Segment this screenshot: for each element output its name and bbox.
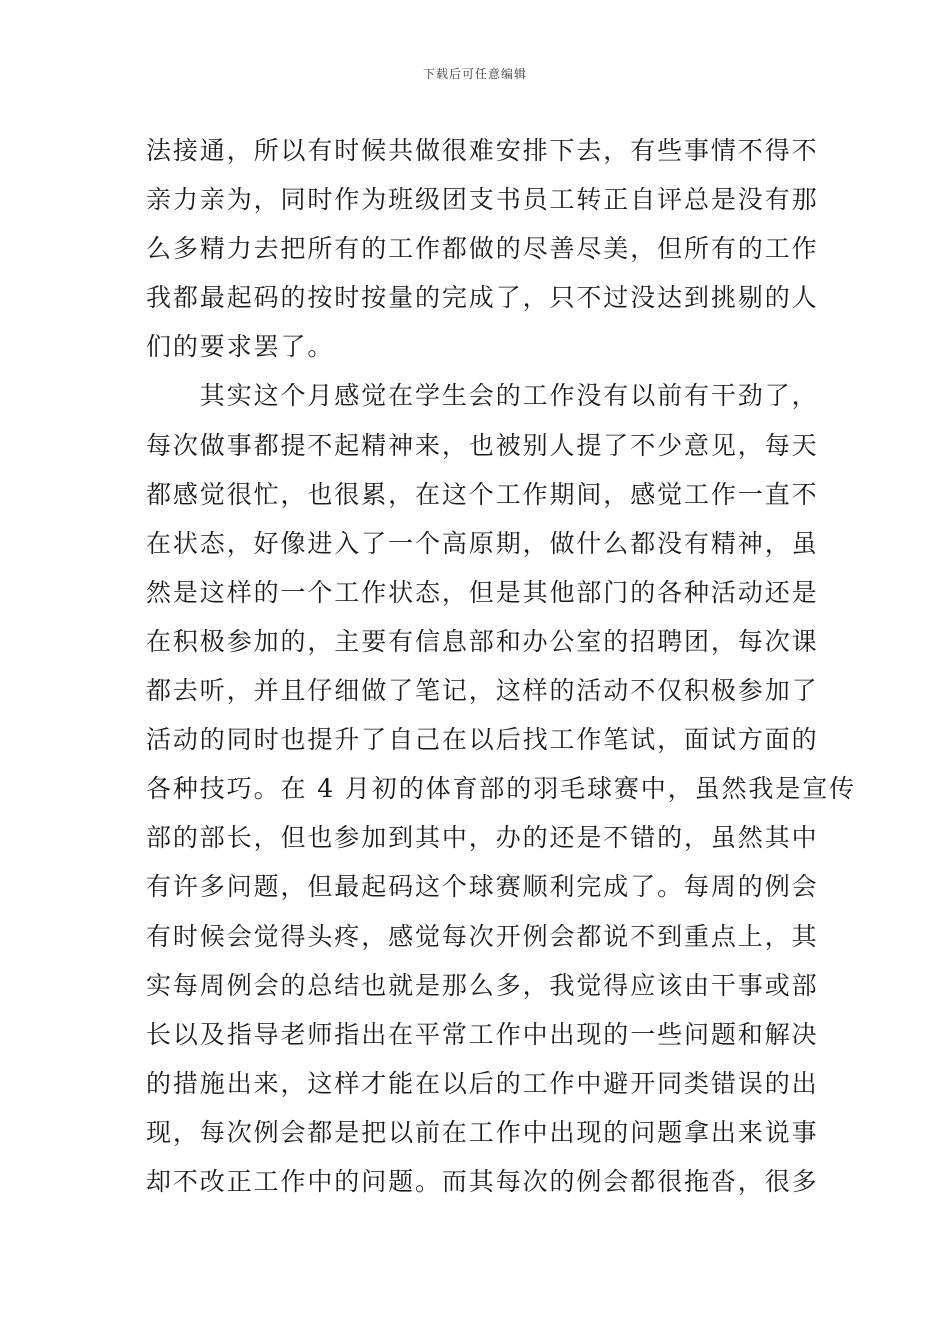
text-line: 法接通，所以有时候共做很难安排下去，有些事情不得不 [146, 136, 819, 165]
text-line: 有时候会觉得头疼，感觉每次开例会都说不到重点上，其 [146, 921, 819, 951]
page-header: 下载后可任意编辑 [422, 67, 527, 81]
text-line: 的措施出来，这样才能在以后的工作中避开同类错误的出 [146, 1068, 819, 1098]
text-line: 长以及指导老师指出在平常工作中出现的一些问题和解决 [146, 1019, 819, 1049]
text-line: 都去听，并且仔细做了笔记，这样的活动不仅积极参加了 [146, 676, 819, 706]
text-line: 我都最起码的按时按量的完成了，只不过没达到挑剔的人 [146, 283, 819, 313]
text-line: 每次做事都提不起精神来，也被别人提了不少意见，每天 [146, 430, 819, 460]
text-line: 在状态，好像进入了一个高原期，做什么都没有精神，虽 [146, 528, 819, 558]
text-line: 们的要求罢了。 [146, 332, 335, 362]
text-line: 各种技巧。在 4 月初的体育部的羽毛球赛中，虽然我是宣传 [146, 774, 857, 804]
text-line: 其实这个月感觉在学生会的工作没有以前有干劲了， [146, 381, 819, 411]
text-line: 么多精力去把所有的工作都做的尽善尽美，但所有的工作 [146, 234, 819, 264]
text-line: 在积极参加的，主要有信息部和办公室的招聘团，每次课 [146, 626, 819, 656]
text-line: 活动的同时也提升了自己在以后找工作笔试，面试方面的 [146, 725, 819, 755]
text-line: 实每周例会的总结也就是那么多，我觉得应该由干事或部 [146, 970, 819, 1000]
text-line: 然是这样的一个工作状态，但是其他部门的各种活动还是 [146, 577, 819, 607]
text-line: 现，每次例会都是把以前在工作中出现的问题拿出来说事 [146, 1117, 819, 1147]
text-line: 却不改正工作中的问题。而其每次的例会都很拖沓，很多 [146, 1166, 819, 1196]
document-body [146, 126, 857, 1206]
text-line: 有许多问题，但最起码这个球赛顺利完成了。每周的例会 [146, 872, 819, 902]
text-line: 亲力亲为，同时作为班级团支书员工转正自评总是没有那 [146, 185, 819, 215]
text-line: 都感觉很忙，也很累，在这个工作期间，感觉工作一直不 [146, 479, 819, 509]
text-line: 部的部长，但也参加到其中，办的还是不错的，虽然其中 [146, 823, 819, 853]
